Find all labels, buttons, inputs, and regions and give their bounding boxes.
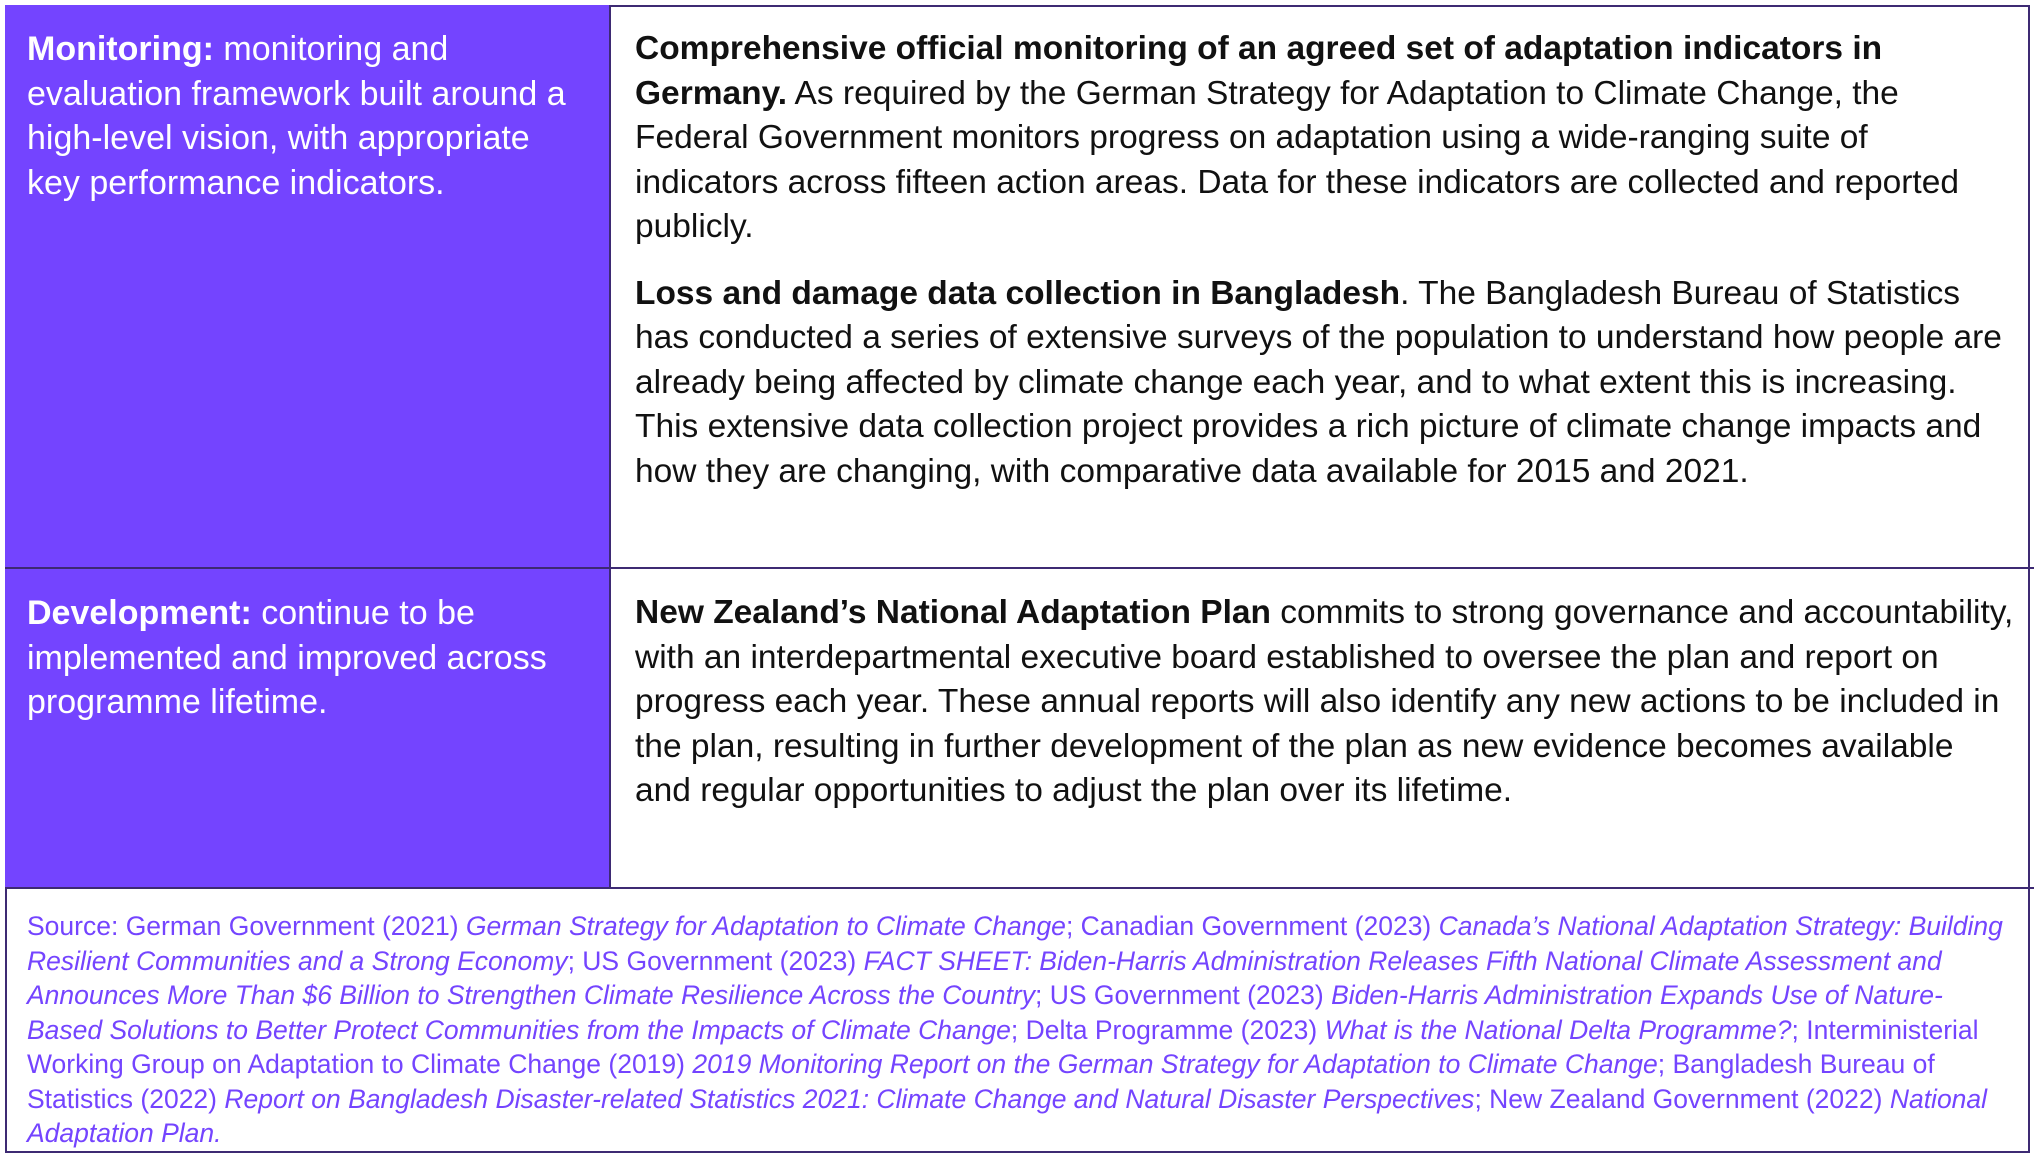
- source-segment: ; US Government (2023): [567, 945, 864, 976]
- example-heading: Comprehensive official monitoring of an agreed set of adaptation indicators in Germany.: [635, 30, 1883, 112]
- source-title: Canada’s National Adaptation Strategy: Building Resilient Communities and a Strong Economy: [27, 911, 2003, 976]
- source-title: What is the National Delta Programme?: [1324, 1014, 1792, 1045]
- adaptation-table: [5, 5, 2034, 889]
- example-heading: New Zealand’s National Adaptation Plan: [635, 594, 1271, 631]
- source-title: Biden-Harris Administration Expands Use of Nature-Based Solutions to Better Protect Communities from the Impacts of Climate Change: [27, 980, 1943, 1045]
- category-label: Monitoring:: [27, 30, 214, 68]
- source-segment: ; Delta Programme (2023): [1010, 1014, 1325, 1045]
- category-description: monitoring and evaluation framework built around a high-level vision, with appropriate key performance indicators.: [27, 30, 566, 202]
- example-text: commits to strong governance and accountability, with an interdepartmental executive board established to oversee the plan and report on progress each year. These annual reports will also identify any new actions to be included in the plan, resulting in further development of the plan as new evidence becomes available and regular opportunities to adjust the plan over its lifetime.: [635, 594, 2014, 809]
- source-segment: ; Bangladesh Bureau of Statistics (2022): [27, 1049, 1935, 1114]
- source-title: German Strategy for Adaptation to Climate Change: [465, 911, 1066, 941]
- source-segment: ; Canadian Government (2023): [1065, 911, 1439, 941]
- row-category-cell: [5, 5, 611, 567]
- example-paragraph: [635, 27, 2014, 250]
- source-segment: ; New Zealand Government (2022): [1474, 1083, 1890, 1114]
- category-description: continue to be implemented and improved across programme lifetime.: [27, 594, 547, 721]
- source-segment: Source: German Government (2021): [27, 911, 466, 941]
- category-label: Development:: [27, 594, 252, 632]
- example-heading: Loss and damage data collection in Bangladesh: [635, 274, 1401, 312]
- table-row: [5, 569, 2034, 889]
- row-example-cell: [611, 5, 2034, 567]
- source-title: National Adaptation Plan.: [27, 1083, 1988, 1148]
- source-segment: ; US Government (2023): [1035, 980, 1332, 1010]
- row-example-cell: [611, 569, 2034, 887]
- source-title: Report on Bangladesh Disaster-related Statistics 2021: Climate Change and Natural Disaster Perspectives: [224, 1083, 1475, 1114]
- example-paragraph: [635, 591, 2014, 814]
- example-paragraph: [635, 272, 2014, 495]
- table-row: [5, 5, 2034, 569]
- example-text: As required by the German Strategy for Adaptation to Climate Change, the Federal Government monitors progress on adaptation using a wide-ranging suite of indicators across fifteen action areas. Data for these indicators are collected and reported publicly.: [635, 74, 1959, 245]
- source-note: [5, 887, 2030, 1153]
- example-text: . The Bangladesh Bureau of Statistics has conducted a series of extensive surveys of the population to understand how people are already being affected by climate change each year, and to what extent this is increasing. This extensive data collection project provides a rich picture of climate change impacts and how they are changing, with comparative data available for 2015 and 2021.: [635, 274, 2002, 490]
- row-category-cell: [5, 569, 611, 887]
- source-title: 2019 Monitoring Report on the German Strategy for Adaptation to Climate Change: [692, 1049, 1658, 1079]
- source-segment: ; Interministerial Working Group on Adaptation to Climate Change (2019): [27, 1014, 1979, 1079]
- source-title: FACT SHEET: Biden-Harris Administration Releases Fifth National Climate Assessment and Announces More Than $6 Billion to Strengthen Climate Resilience Across the Country: [27, 945, 1942, 1010]
